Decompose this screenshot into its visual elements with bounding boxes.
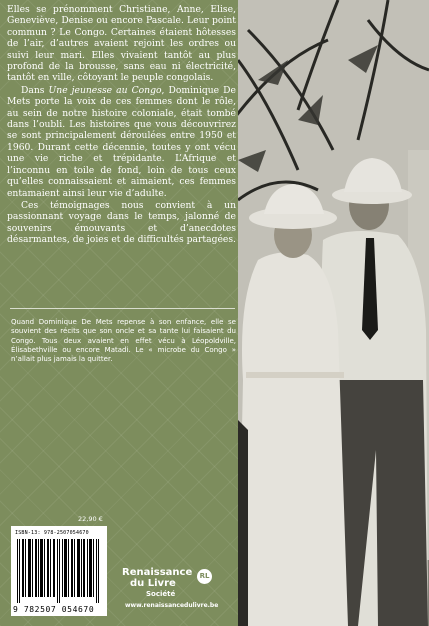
barcode-digits: 9 782507 054670	[13, 605, 95, 614]
summary-paragraph-2	[7, 85, 236, 199]
divider-line	[10, 308, 235, 309]
summary-paragraph-3: Ces témoignages nous convient à un passionnant voyage dans le temps, jalonné de souvenirs émouvants et d’anecdotes désarmantes, de joies et de difficultés partagées.	[7, 199, 236, 246]
publisher-website: www.renaissancedulivre.be	[125, 602, 219, 609]
barcode-icon	[17, 539, 101, 603]
barcode-block	[11, 526, 107, 616]
isbn-label: ISBN-13: 978-2507054670	[15, 530, 89, 536]
summary-paragraph-2-rest: , Dominique De Mets porte la voix de ces femmes dont le rôle, au sein de notre histoire coloniale, était tombé dans l’oubli. Les histoires que vous découvrirez se sont principalement déroulées entre 1950 et 1960. Durant cette décennie, toutes y ont vécu une vie riche et trépidante. L’Afrique et l’inconnu en toile de fond, loin de tous ceux qu’elles connaissaient et aimaient, ces femmes entamaient ainsi leur vie d’adulte.	[7, 84, 236, 199]
publisher-name-line2: du Livre	[130, 578, 176, 589]
summary-paragraph-2-lead: Dans	[21, 84, 49, 96]
back-cover-summary	[7, 4, 236, 247]
photo-illustration	[238, 0, 429, 626]
publisher-logo	[122, 567, 192, 599]
publisher-name-line3: Société	[146, 590, 176, 598]
summary-paragraph-1: Elles se prénomment Christiane, Anne, Elise, Geneviève, Denise ou encore Pascale. Leur point commun ? Le Congo. Certaines étaient hôtesses de l’air, d’autres avaient rejoint les ordres ou suivi leur mari. Elles vivaient tantôt au plus profond de la brousse, sans eau ni électricité, tantôt en ville, côtoyant le peuple congolais.	[7, 4, 236, 84]
author-bio: Quand Dominique De Mets repense à son enfance, elle se souvient des récits que son oncle et sa tante lui faisaient du Congo. Tous deux avaient en effet vécu à Léopoldville, Élisabethville ou encore Matadi. Le « microbe du Congo » n’allait plus jamais la quitter.	[11, 318, 236, 364]
publisher-name-line1: Renaissance	[122, 567, 193, 578]
price-label: 22,90 €	[78, 515, 103, 523]
vintage-couple-photo	[238, 0, 429, 626]
rl-badge-icon: RL	[197, 569, 212, 584]
book-title-reference: Une jeunesse au Congo	[48, 84, 162, 96]
